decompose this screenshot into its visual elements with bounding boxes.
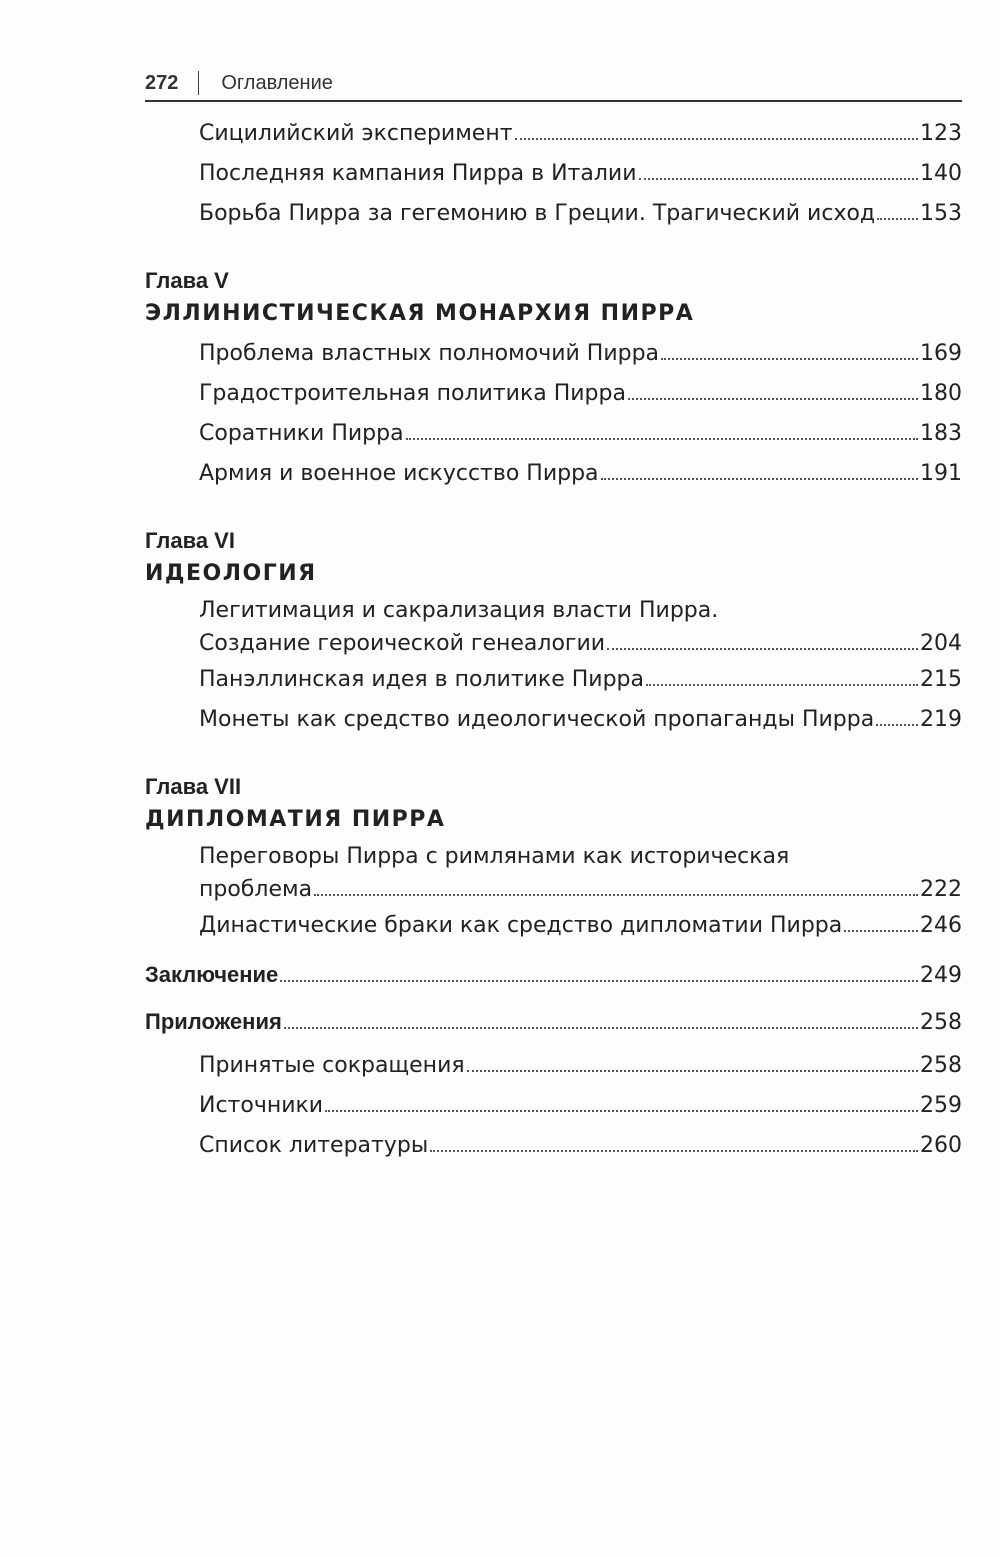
toc-entry <box>145 114 962 154</box>
page-number: 272 <box>145 71 179 94</box>
dot-leader <box>639 178 918 180</box>
dot-leader <box>646 684 918 686</box>
toc-entry <box>145 374 962 414</box>
toc-entry <box>145 1086 962 1126</box>
toc-entry <box>145 906 962 946</box>
toc-entry-title: Панэллинская идея в политике Пирра <box>199 667 644 692</box>
dot-leader <box>607 648 918 650</box>
toc-entry <box>145 334 962 374</box>
chapter-label: Глава VI <box>145 528 235 553</box>
toc-entry-title: Приложения <box>145 1009 282 1034</box>
dot-leader <box>280 980 918 982</box>
toc-appendix <box>145 999 962 1046</box>
toc-entry-title-line1: Легитимация и сакрализация власти Пирра. <box>199 598 719 623</box>
toc-entry-page: 215 <box>920 667 962 692</box>
toc-entry-page: 246 <box>920 913 962 938</box>
toc-conclusion <box>145 952 962 999</box>
toc-entry-page: 183 <box>920 421 962 446</box>
toc-entry-title: Принятые сокращения <box>199 1053 465 1078</box>
dot-leader <box>844 930 918 932</box>
toc-entry-page: 260 <box>920 1133 962 1158</box>
toc-entry <box>145 660 962 700</box>
toc-entry-page: 169 <box>920 341 962 366</box>
toc-entry-title: Соратники Пирра <box>199 421 404 446</box>
dot-leader <box>661 358 918 360</box>
toc-entry-title: Армия и военное искусство Пирра <box>199 461 599 486</box>
toc-entry-page: 180 <box>920 381 962 406</box>
dot-leader <box>876 724 918 726</box>
toc-entry-title: Заключение <box>145 962 279 987</box>
running-header <box>145 66 962 102</box>
toc-entry <box>199 627 962 660</box>
dot-leader <box>314 894 918 896</box>
toc-entry <box>145 194 962 234</box>
toc-entry-page: 219 <box>920 707 962 732</box>
toc-entry-page: 249 <box>920 963 962 988</box>
toc-entry-page: 204 <box>920 631 962 656</box>
toc-entry-title: Список литературы <box>199 1133 429 1158</box>
toc-entry-title: Династические браки как средство дипломатии Пирра <box>199 913 843 938</box>
toc-entry-page: 258 <box>920 1053 962 1078</box>
toc-entry-title: Проблема властных полномочий Пирра <box>199 341 660 366</box>
toc-entry-title: Монеты как средство идеологической пропаганды Пирра <box>199 707 875 732</box>
toc-entry-page: 140 <box>920 161 962 186</box>
toc-entry-title: Градостроительная политика Пирра <box>199 381 626 406</box>
chapter-title: ДИПЛОМАТИЯ ПИРРА <box>145 807 446 832</box>
toc-entry <box>145 1126 962 1166</box>
toc-entry-page: 191 <box>920 461 962 486</box>
toc-entry-title-line2: Создание героической генеалогии <box>199 631 606 656</box>
toc-entry-page: 123 <box>920 121 962 146</box>
dot-leader <box>467 1070 918 1072</box>
dot-leader <box>284 1027 918 1029</box>
dot-leader <box>515 138 918 140</box>
toc-entry-page: 222 <box>920 877 962 902</box>
table-of-contents <box>145 114 962 1166</box>
dot-leader <box>601 478 918 480</box>
chapter-label: Глава V <box>145 268 229 293</box>
dot-leader <box>406 438 918 440</box>
chapter-title: ИДЕОЛОГИЯ <box>145 561 317 586</box>
toc-entry-title: Источники <box>199 1093 324 1118</box>
dot-leader <box>430 1150 918 1152</box>
toc-entry-page: 153 <box>920 201 962 226</box>
chapter-label: Глава VII <box>145 774 242 799</box>
toc-entry <box>145 700 962 740</box>
toc-entry <box>145 414 962 454</box>
toc-entry-title: Борьба Пирра за гегемонию в Греции. Трагический исход <box>199 201 876 226</box>
section-title: Оглавление <box>221 71 333 94</box>
toc-entry-title-line2: проблема <box>199 877 313 902</box>
toc-entry <box>145 454 962 494</box>
chapter-title: ЭЛЛИНИСТИЧЕСКАЯ МОНАРХИЯ ПИРРА <box>145 301 695 326</box>
toc-entry-page: 258 <box>920 1010 962 1035</box>
dot-leader <box>628 398 918 400</box>
toc-entry-title: Сицилийский эксперимент <box>199 121 513 146</box>
toc-entry <box>145 154 962 194</box>
toc-entry-title: Последняя кампания Пирра в Италии <box>199 161 637 186</box>
dot-leader <box>325 1110 918 1112</box>
toc-entry <box>199 873 962 906</box>
toc-entry <box>145 1046 962 1086</box>
toc-entry-multiline <box>145 840 962 906</box>
toc-entry-title-line1: Переговоры Пирра с римлянами как историческая <box>199 844 790 869</box>
toc-entry-page: 259 <box>920 1093 962 1118</box>
header-separator <box>198 71 199 95</box>
toc-entry-multiline <box>145 594 962 660</box>
dot-leader <box>877 218 918 220</box>
